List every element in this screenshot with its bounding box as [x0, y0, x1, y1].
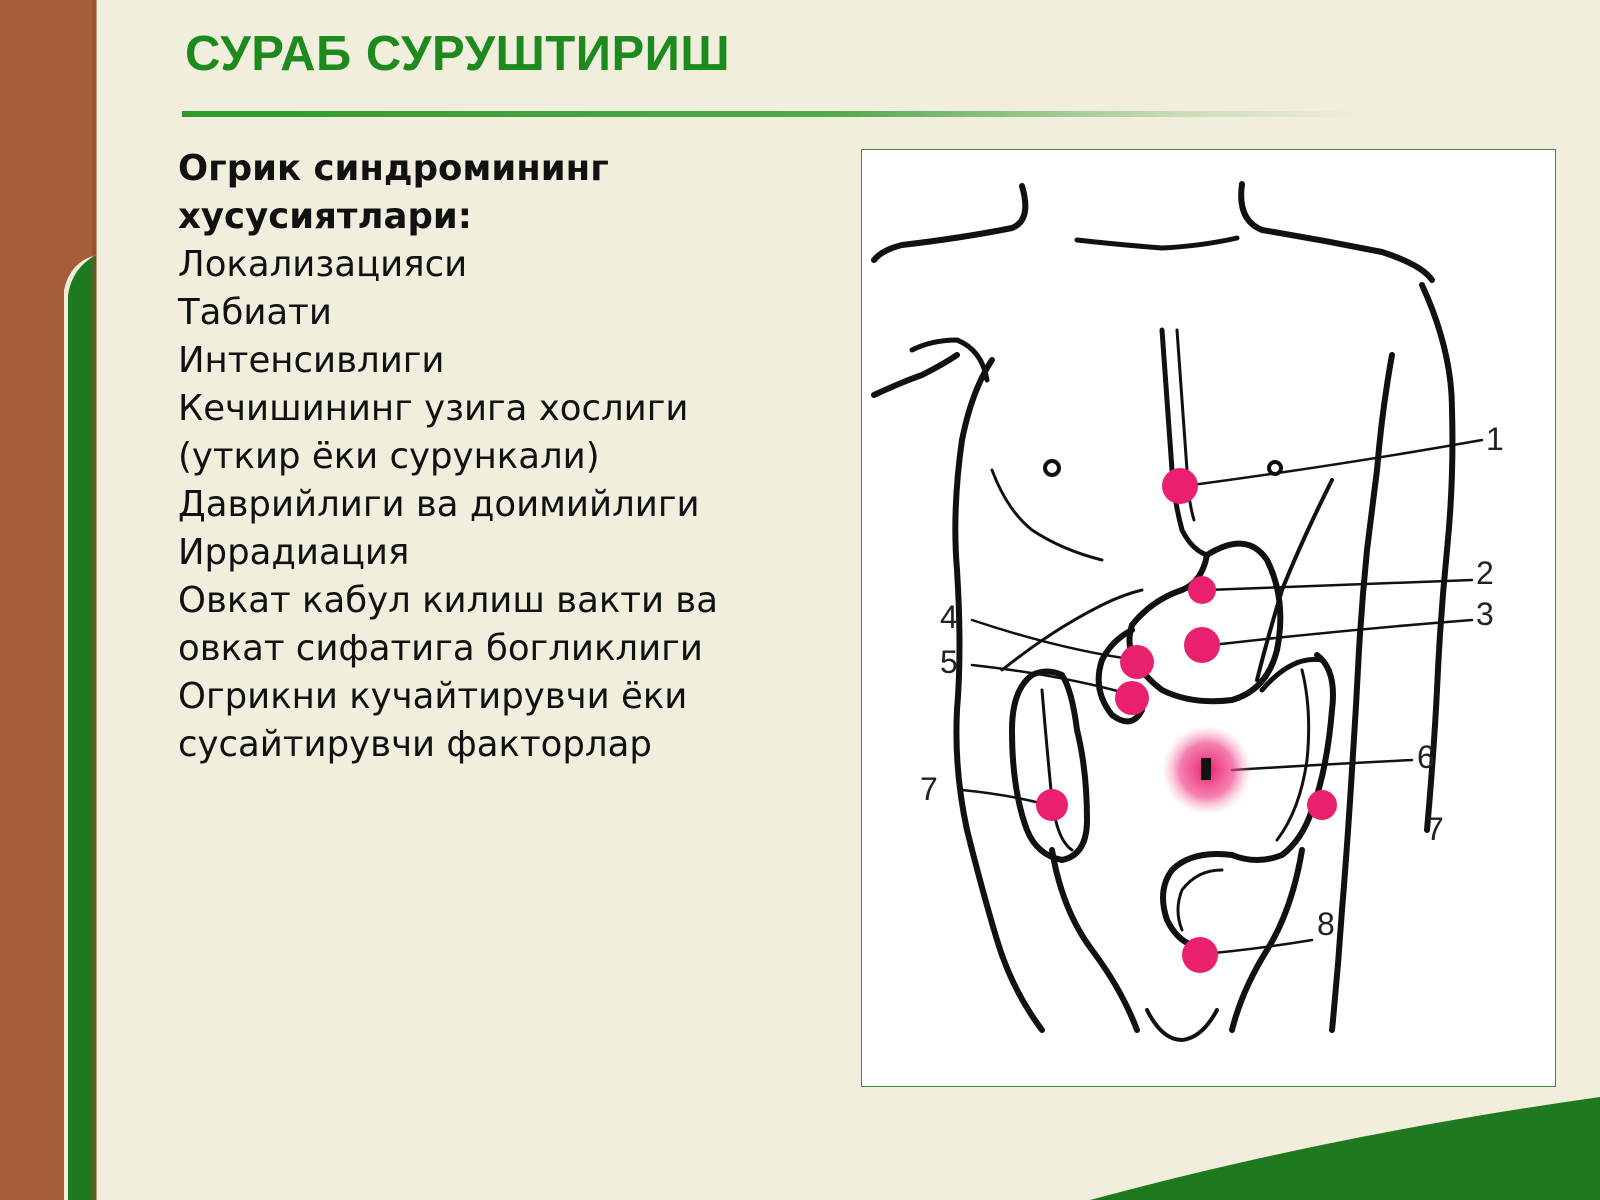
pain-marker-8	[1182, 937, 1218, 973]
pelvis-right-outline	[1232, 850, 1302, 1030]
callout-1: 1	[1486, 421, 1504, 457]
pain-marker-4	[1120, 645, 1154, 679]
callout-2: 2	[1476, 555, 1494, 591]
right-chest-contour	[1257, 480, 1332, 680]
sigmoid-colon-outline	[1163, 854, 1232, 945]
list-item: сусайтирувчи факторлар	[178, 724, 652, 765]
collar-outline	[1077, 238, 1237, 248]
leader-line-7-left	[962, 790, 1047, 805]
neck-left-outline	[874, 186, 1025, 260]
pubic-outline	[1147, 1010, 1217, 1040]
slide-title: СУРАБ СУРУШТИРИШ	[185, 27, 731, 81]
left-arm-outline	[874, 355, 957, 395]
characteristics-list	[178, 145, 798, 769]
callout-4: 4	[940, 599, 958, 635]
torso-pain-localization-diagram	[862, 150, 1556, 1087]
list-item: Локализацияси	[178, 244, 468, 285]
leader-line-2	[1207, 580, 1472, 590]
leader-line-1	[1192, 440, 1482, 485]
callout-7-right: 7	[1426, 811, 1444, 847]
list-heading-line-2: хусусиятлари:	[178, 196, 472, 237]
sigmoid-inner	[1178, 870, 1222, 930]
callout-8: 8	[1317, 906, 1335, 942]
pain-marker-5	[1115, 681, 1149, 715]
navel-icon	[1201, 758, 1211, 780]
left-flank-outline	[955, 360, 1042, 1030]
neck-right-outline	[1241, 184, 1432, 280]
anatomy-figure-frame	[861, 149, 1556, 1087]
pain-marker-7-right	[1307, 790, 1337, 820]
list-item: (уткир ёки сурункали)	[178, 436, 600, 477]
leader-line-4	[972, 620, 1137, 660]
ascending-colon-inner	[1042, 690, 1072, 850]
sidebar-green-stripe	[68, 255, 96, 1200]
list-item: Кечишининг узига хослиги	[178, 388, 689, 429]
list-item: Огрикни кучайтирувчи ёки	[178, 676, 688, 717]
list-item: Даврийлиги ва доимийлиги	[178, 484, 700, 525]
title-underline	[182, 111, 1362, 117]
callout-6: 6	[1417, 739, 1435, 775]
list-item: Интенсивлиги	[178, 340, 445, 381]
callout-5: 5	[940, 644, 958, 680]
pain-marker-3	[1184, 627, 1220, 663]
descending-colon-inner	[1277, 670, 1309, 840]
pain-marker-2	[1188, 576, 1216, 604]
list-heading-line-1: Огрик синдромининг	[178, 148, 609, 189]
pain-marker-7-left	[1036, 789, 1068, 821]
list-item: Иррадиация	[178, 532, 410, 573]
callout-7-left: 7	[920, 771, 938, 807]
list-item: Овкат кабул килиш вакти ва	[178, 580, 718, 621]
left-nipple-icon	[1045, 461, 1059, 475]
left-chest-contour	[992, 470, 1102, 560]
list-item: Табиати	[178, 292, 332, 333]
pain-marker-1	[1162, 468, 1198, 504]
pelvis-left-outline	[1052, 850, 1137, 1030]
leader-line-3	[1212, 620, 1472, 645]
list-item: овкат сифатига богликлиги	[178, 628, 703, 669]
callout-3: 3	[1476, 596, 1494, 632]
